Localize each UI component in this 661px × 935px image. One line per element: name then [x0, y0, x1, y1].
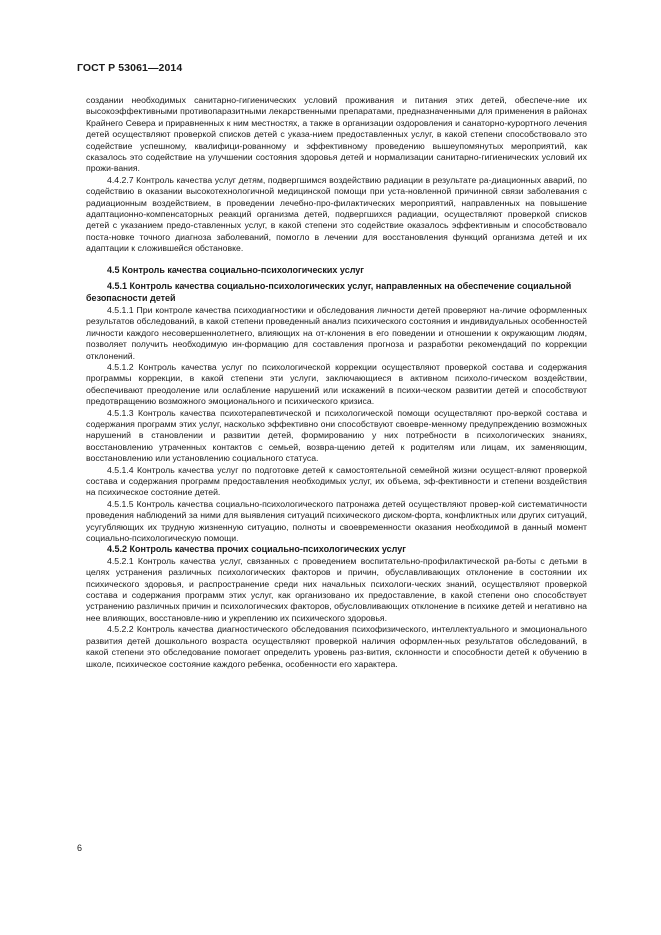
paragraph-4-5-1-1: 4.5.1.1 При контроле качества психодиагностики и обследования личности детей проверяют на-личие оформленных результатов обследований, в какой степени проведенный анализ психического состояния и индивидуальных особенностей личности каждого несовершеннолетнего, влияющих на от-клонения в его поведении и отношении к окружающим людям, позволяет получить необходимую ин-формацию для составления прогноза и разработки рекомендаций по коррекции отклонений.	[86, 304, 587, 361]
document-code-header: ГОСТ Р 53061—2014	[77, 62, 183, 74]
document-body	[86, 95, 587, 670]
section-heading-4-5: 4.5 Контроль качества социально-психологических услуг	[107, 264, 365, 275]
paragraph-4-5-2-1: 4.5.2.1 Контроль качества услуг, связанных с проведением воспитательно-профилактической ра-боты с детьми в целях устранения различных психологических факторов и причин, обуславливающих отклонение в состоянии их психического здоровья, и распространение среди них начальных психологи-ческих знаний, осуществляют проверкой состава и содержания программ этих услуг, как организовано их предоставление, в какой степени оно способствует устранению различных причин и психологических факторов, обусловливающих отклонение в психике детей и негативно на нее влияющих, восстановле-нию и укреплению их психического здоровья.	[86, 555, 587, 623]
paragraph-4-5-1-4: 4.5.1.4 Контроль качества услуг по подготовке детей к самостоятельной семейной жизни осущест-вляют проверкой состава и содержания программ предоставления необходимых услуг, их объема, эф-фективности и степени воздействия на психическое состояние детей.	[86, 464, 587, 498]
paragraph-intro: создании необходимых санитарно-гигиенических условий проживания и питания этих детей, обеспече-ние их высокоэффективными противопаразитными лекарственными препаратами, предназначенными для применения в районах Крайнего Севера и приравненных к ним местностях, а также в организации оздоровления и санаторно-курортного лечения детей осуществляют проверкой списков детей с указа-нием предоставленных услуг, в какой степени способствовало это содействие успешному, квалифици-рованному и эффективному проведению вышеупомянутых мероприятий, как сказалось это содействие на улучшении состояния здоровья детей и нормализации санитарно-гигиенических условий их прожи-вания.	[86, 95, 587, 174]
paragraph-4-5-2-2: 4.5.2.2 Контроль качества диагностического обследования психофизического, интеллектуального и эмоционального развития детей дошкольного возраста осуществляют проверкой наличия оформлен-ных результатов обследований, в какой степени это обследование помогает определить уровень раз-вития, склонности и способности детей к обучению в школе, психическое состояние каждого ребенка, особенности его характера.	[86, 624, 587, 669]
subsection-heading-4-5-2: 4.5.2 Контроль качества прочих социально-психологических услуг	[107, 544, 407, 555]
subsection-heading-4-5-1: 4.5.1 Контроль качества социально-психологических услуг, направленных на обеспечение социальной безопасности детей	[86, 281, 572, 303]
paragraph-4-4-2-7: 4.4.2.7 Контроль качества услуг детям, подвергшимся воздействию радиации в результате ра-диационных аварий, по содействию в оказании высокотехнологичной медицинской помощи при уста-новленной причинной связи заболевания с радиационным воздействием, в проведении лечебно-про-филактических мероприятий, направленных на повышение адаптационно-компенсаторных реакций организма детей, подвергшихся радиации, осуществляют проверкой списков детей с указанием предо-ставленных услуг, в какой степени это содействие оказалось эффективным и способствовало поста-новке точного диагноза заболеваний, помогло в лечении для восстановления функций организма детей и их адаптации к сложившейся обстановке.	[86, 174, 587, 254]
paragraph-4-5-1-3: 4.5.1.3 Контроль качества психотерапевтической и психологической помощи осуществляют про-веркой состава и содержания программ этих услуг, насколько эффективно они способствуют своевре-менному предупреждению возможных нарушений в становлении и развитии детей, формированию у них потребности в психологических знаниях, восстановлению утраченных контактов с семьей, возвра-щению детей к родителям или лицам, их заменяющим, восстановлению или установлению социального статуса.	[86, 407, 587, 464]
page-number: 6	[77, 843, 83, 853]
paragraph-4-5-1-5: 4.5.1.5 Контроль качества социально-психологического патронажа детей осуществляют провер-кой систематичности проведения наблюдений за ними для выявления ситуаций психического диском-форта, конфликтных или других ситуаций, усугубляющих их трудную жизненную ситуацию, полноты и своевременности оказания необходимой в данный момент социально-психологическую помощи.	[86, 498, 587, 544]
paragraph-4-5-1-2: 4.5.1.2 Контроль качества услуг по психологической коррекции осуществляют проверкой состава и содержания программы коррекции, в какой степени эти услуги, заключающиеся в активном психоло-гическом воздействии, обеспечивают преодоление или ослабление нарушений или искажений в психи-ческом развитии детей и способствуют предотвращению возможного эмоционального и психического кризиса.	[86, 361, 587, 407]
